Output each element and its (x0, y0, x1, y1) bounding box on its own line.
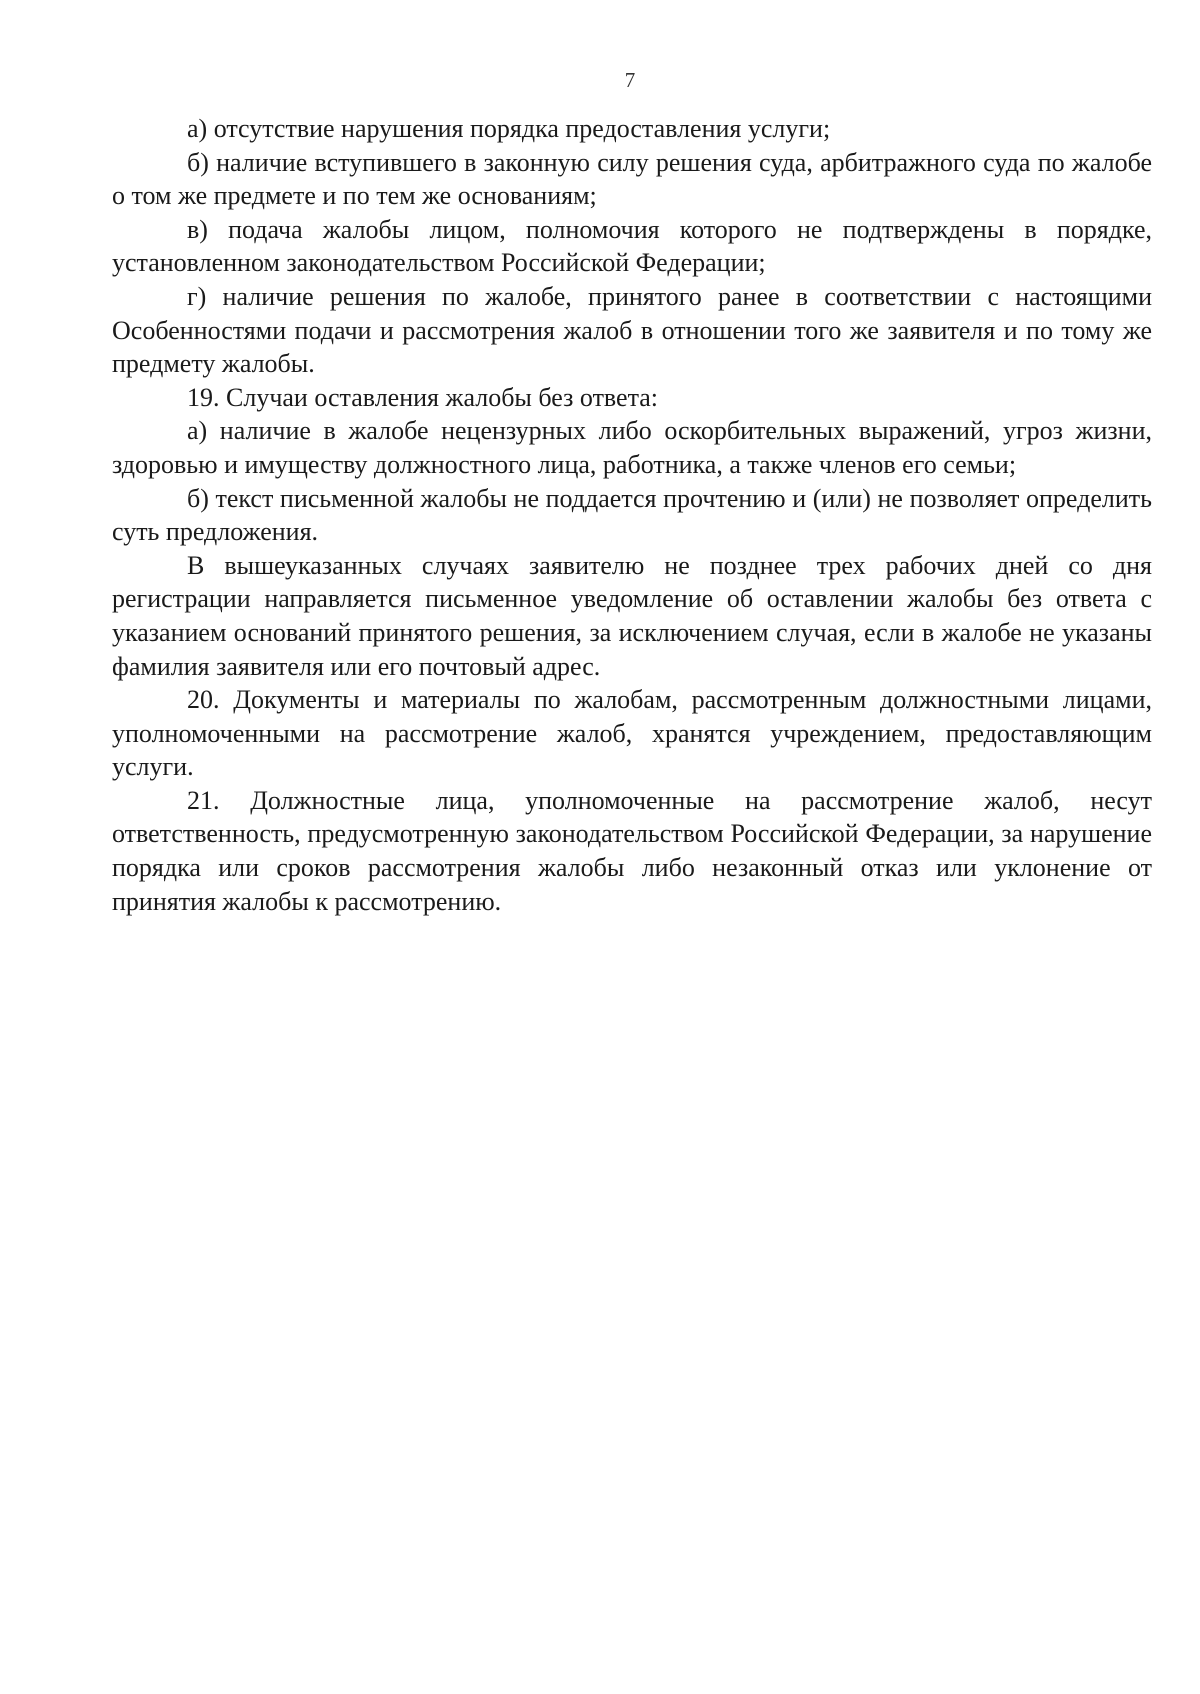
paragraph-unreadable-text: б) текст письменной жалобы не поддается прочтению и (или) не позволяет определить суть предложения. (112, 483, 1152, 547)
paragraph-section-20: 20. Документы и материалы по жалобам, рассмотренным должностными лицами, уполномоченными на рассмотрение жалоб, хранятся учреждением, предоставляющим услуги. (112, 685, 1152, 782)
paragraph-prior-decision: г) наличие решения по жалобе, принятого ранее в соответствии с настоящими Особенностями подачи и рассмотрения жалоб в отношении того же заявителя и по тому же предмету жалобы. (112, 281, 1152, 379)
page-number: 7 (624, 68, 636, 92)
paragraph-section-21: 21. Должностные лица, уполномоченные на рассмотрение жалоб, несут ответственность, предусмотренную законодательством Российской Федерации, за нарушение порядка или сроков рассмотрения жалобы либо незаконный отказ или уклонение от принятия жалобы к рассмотрению. (112, 785, 1152, 916)
paragraph-court-decision: б) наличие вступившего в законную силу решения суда, арбитражного суда по жалобе о том же предмете и по тем же основаниям; (112, 147, 1152, 211)
paragraph-absence-of-violation: а) отсутствие нарушения порядка предоставления услуги; (187, 114, 831, 143)
document-body (112, 112, 1152, 918)
paragraph-section-19-heading: 19. Случаи оставления жалобы без ответа: (187, 382, 659, 412)
paragraph-offensive-language: а) наличие в жалобе нецензурных либо оскорбительных выражений, угроз жизни, здоровью и имуществу должностного лица, работника, а также членов его семьи; (112, 416, 1152, 479)
paragraph-notification: В вышеуказанных случаях заявителю не позднее трех рабочих дней со дня регистрации направляется письменное уведомление об оставлении жалобы без ответа с указанием оснований принятого решения, за исключением случая, если в жалобе не указаны фамилия заявителя или его почтовый адрес. (112, 550, 1152, 681)
paragraph-unconfirmed-authority: в) подача жалобы лицом, полномочия которого не подтверждены в порядке, установленном законодательством Российской Федерации; (112, 214, 1152, 278)
